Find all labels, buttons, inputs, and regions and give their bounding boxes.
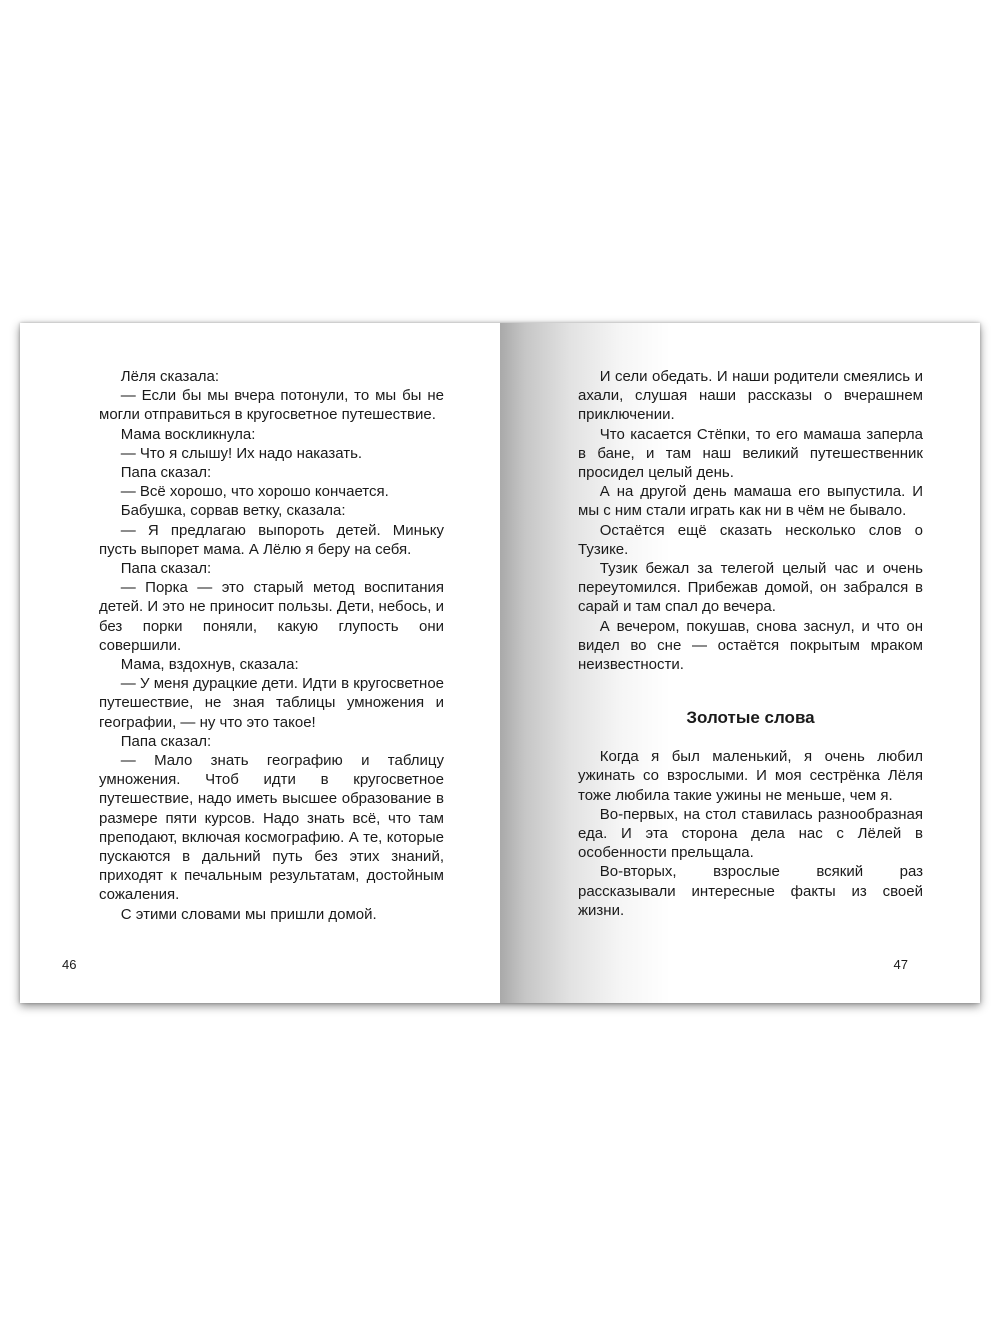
paragraph: Во-первых, на стол ставилась разнообразная еда. И эта сторона дела нас с Лёлей в особенности прельщала.: [578, 805, 923, 862]
left-page-text: [99, 367, 444, 924]
paragraph: Папа сказал:: [120, 560, 212, 578]
paragraph: А вечером, покушав, снова заснул, и что он видел во сне — остаётся покрытым мраком неизвестности.: [578, 617, 923, 674]
paragraph: Мама, вздохнув, сказала:: [120, 656, 299, 674]
paragraph: А на другой день мамаша его выпустила. И мы с ним стали играть как ни в чём не бывало.: [578, 483, 923, 520]
paragraph: Остаётся ещё сказать несколько слов о Тузике.: [578, 521, 923, 558]
book-spread: [20, 323, 980, 1003]
paragraph: Тузик бежал за телегой целый час и очень переутомился. Прибежав домой, он забрался в сарай и там спал до вечера.: [578, 560, 923, 616]
paragraph: Лёля сказала:: [120, 368, 220, 385]
right-page-text: [578, 367, 923, 920]
paragraph: — Что я слышу! Их надо наказать.: [120, 444, 363, 462]
paragraph: — Порка — это старый метод воспитания детей. И это не приносит пользы. Дети, небось, и без порки поняли, какую глупость они совершили.: [99, 579, 444, 654]
left-page: [20, 323, 500, 1003]
paragraph: — Всё хорошо, что хорошо кончается.: [120, 483, 389, 501]
paragraph: Мама воскликнула:: [120, 425, 256, 443]
paragraph: — Мало знать географию и таблицу умножения. Чтоб идти в кругосветное путешествие, надо иметь высшее образование в размере пяти курсов. Надо знать всё, что там преподают, включая космографию. А те, которые пускаются в дальний путь без этих знаний, приходят к печальным результатам, достойным сожаления.: [99, 752, 444, 904]
paragraph: — Я предлагаю выпороть детей. Миньку пусть выпорет мама. А Лёлю я беру на себя.: [99, 521, 444, 558]
paragraph: Бабушка, сорвав ветку, сказала:: [120, 502, 346, 520]
paragraph: Папа сказал:: [120, 464, 212, 482]
paragraph: Что касается Стёпки, то его мамаша заперла в бане, и там наш великий путешественник просидел целый день.: [578, 425, 923, 482]
right-page: [500, 323, 980, 1003]
chapter-title: Золотые слова: [686, 708, 815, 728]
paragraph: С этими словами мы пришли домой.: [120, 905, 377, 923]
paragraph: Папа сказал:: [120, 732, 212, 750]
paragraph: И сели обедать. И наши родители смеялись и ахали, слушая наши рассказы о вчерашнем приключении.: [578, 368, 923, 424]
page-number-left: 46: [62, 957, 77, 972]
paragraph: Во-вторых, взрослые всякий раз рассказывали интересные факты из своей жизни.: [578, 863, 923, 919]
paragraph: — У меня дурацкие дети. Идти в кругосветное путешествие, не зная таблицы умножения и географии, — ну что это такое!: [99, 675, 444, 731]
paragraph: Когда я был маленький, я очень любил ужинать со взрослыми. И моя сестрёнка Лёля тоже любила такие ужины не меньше, чем я.: [578, 748, 923, 804]
page-number-right: 47: [893, 957, 908, 972]
paragraph: — Если бы мы вчера потонули, то мы бы не могли отправиться в кругосветное путешествие.: [99, 387, 444, 424]
